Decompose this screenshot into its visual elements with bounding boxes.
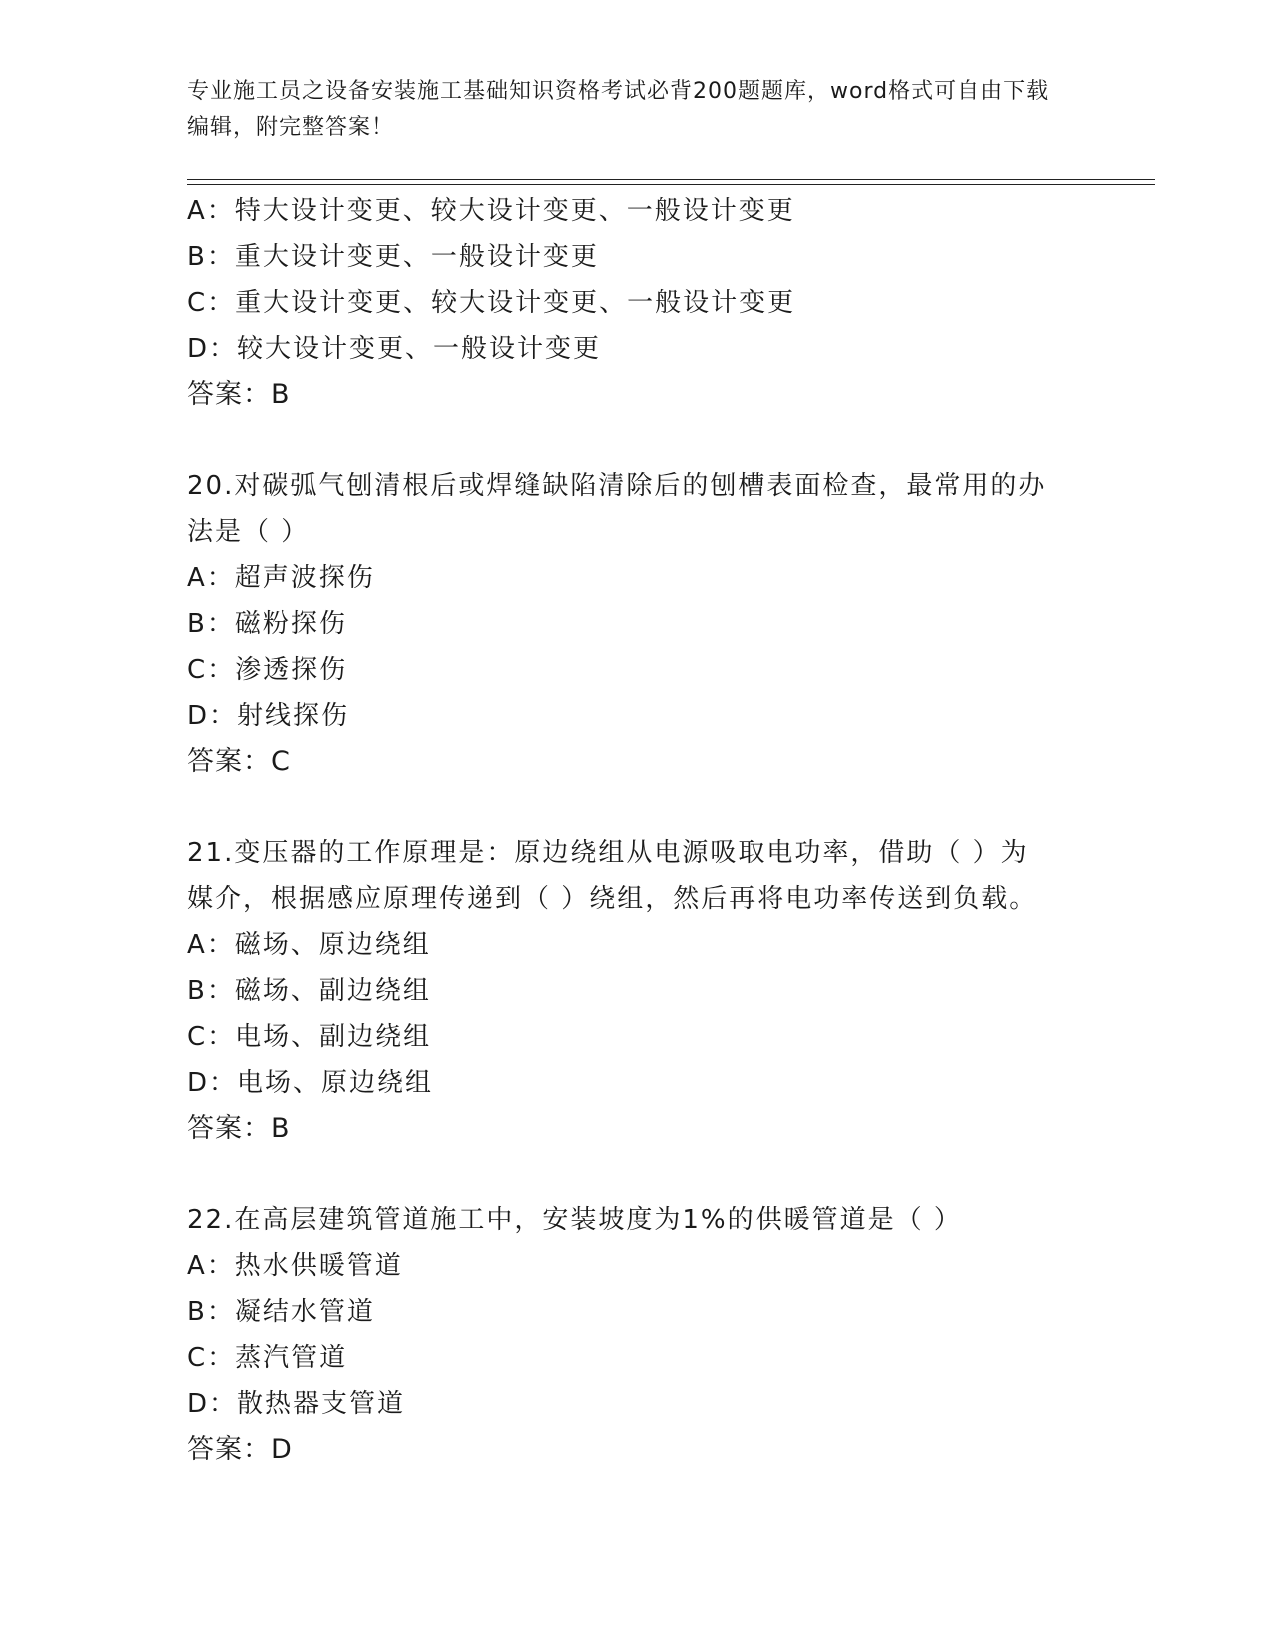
option-d: D：射线探伤	[187, 701, 350, 731]
option-c: C：蒸汽管道	[187, 1343, 348, 1373]
document-body	[187, 188, 1087, 1473]
header-divider-bottom	[187, 184, 1155, 185]
answer-line: 答案：C	[187, 746, 291, 777]
option-c: C：重大设计变更、较大设计变更、一般设计变更	[187, 288, 796, 318]
answer-line: 答案：D	[187, 1434, 293, 1465]
option-c: C：渗透探伤	[187, 655, 348, 685]
header-divider-top	[187, 179, 1155, 180]
option-b: B：凝结水管道	[187, 1297, 375, 1327]
document-header: 专业施工员之设备安装施工基础知识资格考试必背200题题库，word格式可自由下载编辑，附完整答案！	[187, 79, 1050, 140]
question-19-continued	[187, 188, 1087, 418]
option-b: B：磁场、副边绕组	[187, 976, 431, 1006]
question-22	[187, 1197, 1087, 1473]
option-c: C：电场、副边绕组	[187, 1022, 432, 1052]
question-21	[187, 830, 1087, 1152]
question-text-line-2: 媒介，根据感应原理传递到（ ）绕组，然后再将电功率传送到负载。	[187, 884, 1038, 914]
option-a: A：热水供暖管道	[187, 1251, 403, 1281]
question-text-line-2: 法是（ ）	[187, 517, 310, 547]
question-text-line-1: 22.在高层建筑管道施工中，安装坡度为1%的供暖管道是（ ）	[187, 1205, 962, 1235]
option-d: D：电场、原边绕组	[187, 1068, 434, 1098]
question-text-line-1: 21.变压器的工作原理是：原边绕组从电源吸取电功率，借助（ ）为	[187, 838, 1029, 868]
option-d: D：散热器支管道	[187, 1389, 406, 1419]
option-b: B：重大设计变更、一般设计变更	[187, 242, 599, 272]
option-a: A：磁场、原边绕组	[187, 930, 431, 960]
option-b: B：磁粉探伤	[187, 609, 347, 639]
answer-line: 答案：B	[187, 1113, 291, 1144]
option-a: A：超声波探伤	[187, 563, 375, 593]
question-20	[187, 463, 1087, 785]
answer-line: 答案：B	[187, 379, 291, 410]
option-d: D：较大设计变更、一般设计变更	[187, 334, 602, 364]
option-a: A：特大设计变更、较大设计变更、一般设计变更	[187, 196, 795, 226]
question-text-line-1: 20.对碳弧气刨清根后或焊缝缺陷清除后的刨槽表面检查，最常用的办	[187, 471, 1047, 501]
